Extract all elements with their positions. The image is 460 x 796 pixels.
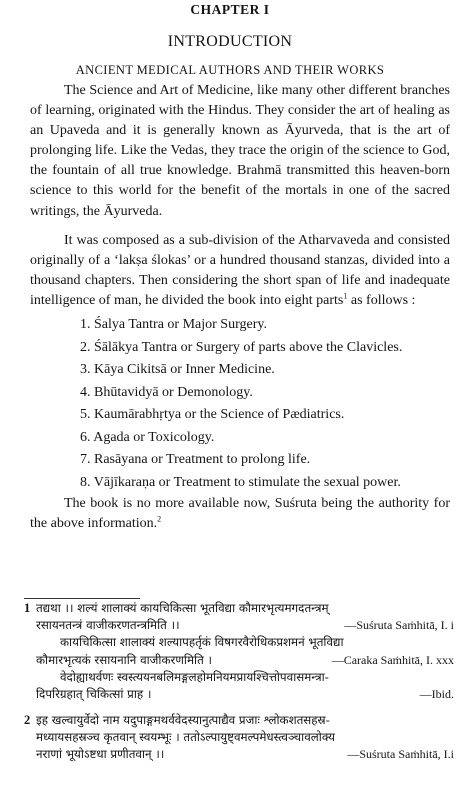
sanskrit-text: कौमारभृत्यकं रसायनानि वाजीकरणमिति । bbox=[36, 652, 213, 667]
footnote-ref-1: 1 bbox=[343, 291, 348, 301]
sanskrit-text: नराणां भूयोऽष्टधा प्रणीतवान् ।। bbox=[36, 747, 165, 762]
paragraph-2-text: It was composed as a sub-division of the Atharvaveda and consisted originally of a ‘lakṣa ślokas’ or a hundred thousand stanzas, divided into a thousand chapters. Then considering the short span of life and inadequate intelligence of man, he divided the book into eight parts bbox=[30, 232, 450, 308]
list-item: 2. Śālākya Tantra or Surgery of parts above the Clavicles. bbox=[80, 339, 403, 355]
citation: —Suśruta Saṁhitā, I. i bbox=[344, 618, 454, 633]
footnote-line bbox=[24, 746, 454, 763]
citation: —Suśruta Saṁhitā, I.i bbox=[347, 747, 454, 762]
footnote-line bbox=[24, 617, 454, 634]
sanskrit-text: इह खल्वायुर्वेदो नाम यदुपाङ्गमथर्ववेदस्यानुत्पाद्यैव प्रजाः श्लोकशतसहस्र- bbox=[36, 713, 330, 727]
list-item: 4. Bhūtavidyā or Demonology. bbox=[80, 384, 253, 400]
paragraph-2-tail: as follows : bbox=[347, 292, 416, 308]
footnote-line bbox=[24, 729, 454, 746]
parts-list bbox=[30, 314, 450, 494]
main-text bbox=[30, 81, 450, 534]
footnote-ref-2: 2 bbox=[157, 514, 162, 524]
list-item: 1. Śalya Tantra or Major Surgery. bbox=[80, 317, 267, 333]
citation: —Ibid. bbox=[419, 687, 454, 702]
list-item: 6. Agada or Toxicology. bbox=[80, 429, 215, 445]
paragraph-1: The Science and Art of Medicine, like many other different branches of learning, originated with the Hindus. They consider the art of healing as an Upaveda and it is generally known as Āyurveda, that is the art of prolonging life. Like the Vedas, they trace the origin of the science to God, the fountain of all true knowledge. Brahmā transmitted this heaven-born science to this world for the benefit of the mortals in one of the sacred writings, the Āyurveda. bbox=[30, 83, 450, 219]
paragraph-3 bbox=[30, 494, 450, 534]
footnote-number: 2 bbox=[24, 713, 31, 727]
sanskrit-text: मध्यायसहस्रञ्च कृतवान् स्वयम्भूः । ततोऽल्पायुष्ट्वमल्पमेधस्त्वञ्चावलोक्य bbox=[36, 730, 335, 745]
footnote-1 bbox=[24, 600, 454, 703]
list-item: 5. Kaumārabhṛtya or the Science of Pædiatrics. bbox=[80, 407, 345, 423]
footnote-line bbox=[24, 634, 454, 651]
sanskrit-text: तद्यथा ।। शल्यं शालाक्यं कायचिकित्सा भूतविद्या कौमारभृत्यमगदतन्त्रम् bbox=[36, 601, 329, 615]
sanskrit-text: दिपरिग्रहात् चिकित्सां प्राह । bbox=[36, 687, 152, 702]
footnote-line bbox=[24, 669, 454, 686]
footnote-line bbox=[24, 652, 454, 669]
list-item: 3. Kāya Cikitsā or Inner Medicine. bbox=[80, 362, 275, 378]
footnote-divider bbox=[24, 598, 140, 599]
chapter-title: INTRODUCTION bbox=[167, 33, 293, 50]
paragraph-3-text: The book is no more available now, Suśruta being the authority for the above information. bbox=[30, 496, 450, 532]
footnote-number: 1 bbox=[24, 601, 31, 615]
sanskrit-text: वेदोह्याथर्वणः स्वस्त्ययनबलिमङ्गलहोमनियमप्रायश्चित्तोपवासमन्त्रा- bbox=[60, 669, 329, 684]
citation: —Caraka Saṁhitā, I. xxx bbox=[331, 652, 454, 667]
paragraph-2 bbox=[30, 231, 450, 311]
footnote-2 bbox=[24, 712, 454, 764]
section-heading: ANCIENT MEDICAL AUTHORS AND THEIR WORKS bbox=[75, 63, 385, 77]
footnote-line bbox=[24, 686, 454, 703]
list-item: 7. Rasāyana or Treatment to prolong life. bbox=[80, 452, 311, 468]
sanskrit-text: रसायनतन्त्रं वाजीकरणतन्त्रमिति ।। bbox=[36, 618, 180, 633]
chapter-heading: CHAPTER I bbox=[190, 2, 270, 17]
list-item: 8. Vājīkaraṇa or Treatment to stimulate the sexual power. bbox=[80, 474, 401, 490]
footnote-line bbox=[24, 600, 454, 617]
footnote-line bbox=[24, 712, 454, 729]
sanskrit-text: कायचिकित्सा शालाक्यं शल्यापहर्तृकं विषगरवैरोधिकप्रशमनं भूतविद्या bbox=[60, 635, 344, 650]
